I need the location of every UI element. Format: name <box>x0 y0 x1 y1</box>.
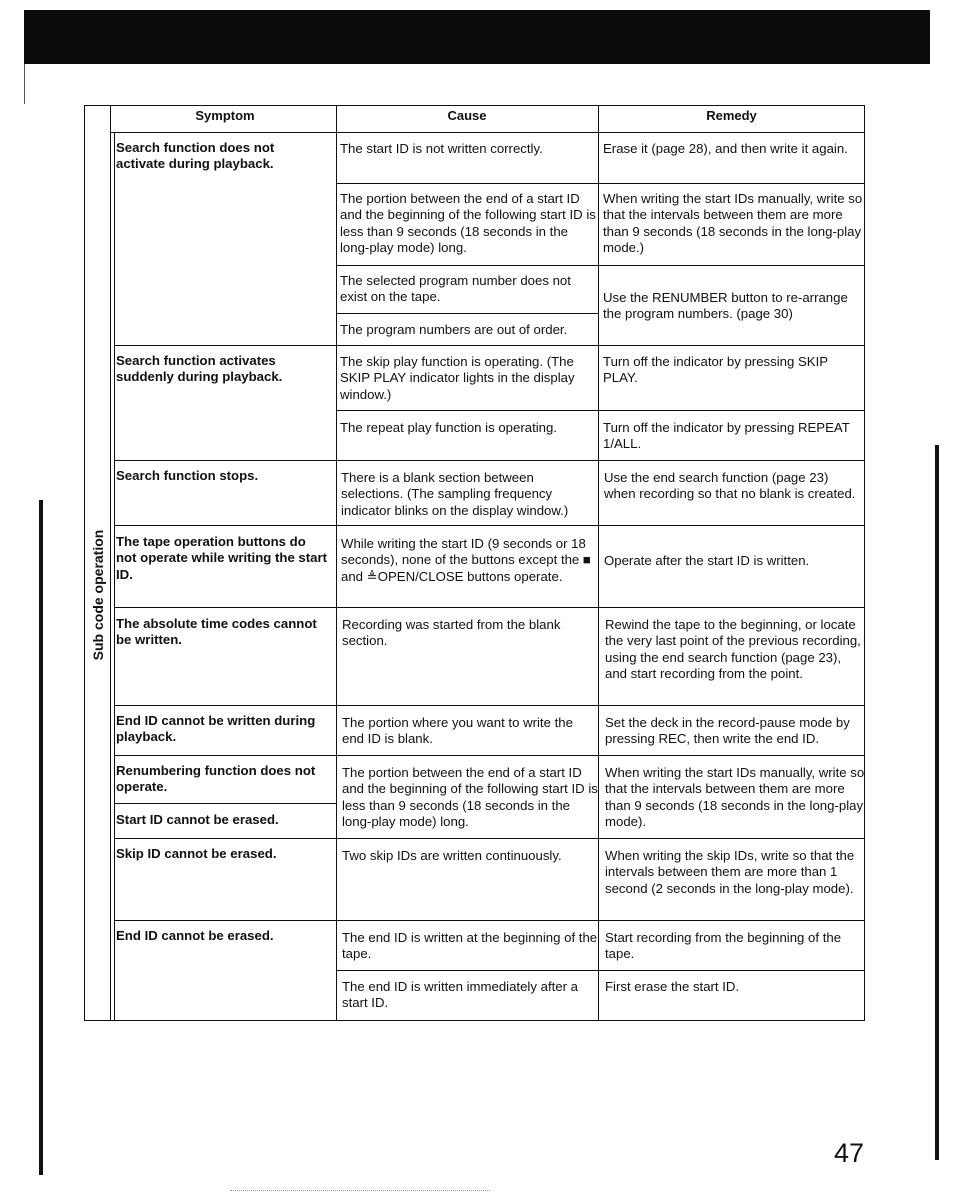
right-margin-bar <box>935 445 939 1160</box>
row-divider <box>114 607 865 608</box>
page-number: 47 <box>834 1138 865 1168</box>
column-divider <box>114 133 115 1021</box>
remedy-header: Remedy <box>706 108 757 123</box>
row-divider <box>114 920 865 921</box>
row-divider <box>114 345 865 346</box>
cause-cell: The skip play function is operating. (The SKIP PLAY indicator lights in the display window.) <box>340 354 575 402</box>
cause-cell: The repeat play function is operating. <box>340 420 557 435</box>
cause-cell: The end ID is written immediately after a start ID. <box>342 979 579 1011</box>
remedy-cell: Erase it (page 28), and then write it again. <box>603 141 848 156</box>
remedy-cell: When writing the skip IDs, write so that the intervals between them are more than 1 second (2 seconds in the long-play mode). <box>605 848 855 896</box>
left-rule <box>24 64 25 104</box>
section-side-label <box>85 530 111 660</box>
cause-cell: Two skip IDs are written continuously. <box>342 848 562 863</box>
cause-cell: The portion between the end of a start ID and the beginning of the following start ID is less than 9 seconds (18 seconds in the long-play mode) long. <box>342 765 598 829</box>
remedy-cell: Set the deck in the record-pause mode by pressing REC, then write the end ID. <box>605 715 850 747</box>
header-divider <box>110 132 865 133</box>
side-label-text: Sub code operation <box>90 529 106 661</box>
remedy-cell: When writing the start IDs manually, write so that the intervals between them are more than 9 seconds (18 seconds in the long-play mode). <box>605 765 865 829</box>
column-divider <box>598 105 599 1021</box>
cause-header: Cause <box>447 108 487 123</box>
symptom-cell: Search function stops. <box>116 468 259 483</box>
column-divider <box>336 105 337 1021</box>
remedy-cell: Use the RENUMBER button to re-arrange the program numbers. (page 30) <box>603 290 848 322</box>
symptom-cell: Search function does not activate during playback. <box>116 140 275 172</box>
row-divider <box>114 705 865 706</box>
row-divider <box>336 265 865 266</box>
remedy-cell: Turn off the indicator by pressing SKIP PLAY. <box>603 354 828 386</box>
cause-cell: While writing the start ID (9 seconds or 18 seconds), none of the buttons except the ■ and ≜OPEN/CLOSE buttons operate. <box>341 536 591 584</box>
row-divider <box>336 183 865 184</box>
cause-cell: The start ID is not written correctly. <box>340 141 543 156</box>
remedy-cell: First erase the start ID. <box>605 979 740 994</box>
cause-cell: The program numbers are out of order. <box>340 322 568 337</box>
symptom-cell: The tape operation buttons do not operate while writing the start ID. <box>116 534 328 582</box>
remedy-cell: Use the end search function (page 23) when recording so that no blank is created. <box>604 470 856 502</box>
row-divider <box>114 803 336 804</box>
symptom-cell: Start ID cannot be erased. <box>116 812 279 827</box>
symptom-header: Symptom <box>195 108 255 123</box>
cause-cell: The selected program number does not exist on the tape. <box>340 273 571 305</box>
remedy-cell: Rewind the tape to the beginning, or locate the very last point of the previous recording, using the end search function (page 23), and start recording from the point. <box>605 617 861 681</box>
row-divider <box>114 755 865 756</box>
cause-cell: The portion between the end of a start ID and the beginning of the following start ID is less than 9 seconds (18 seconds in the long-play mode) long. <box>340 191 596 255</box>
symptom-cell: End ID cannot be written during playback. <box>116 713 316 745</box>
row-divider <box>114 838 865 839</box>
left-margin-bar <box>39 500 43 1175</box>
remedy-cell: When writing the start IDs manually, write so that the intervals between them are more than 9 seconds (18 seconds in the long-play mode.) <box>603 191 863 255</box>
remedy-cell: Start recording from the beginning of the tape. <box>605 930 842 962</box>
symptom-cell: Search function activates suddenly during playback. <box>116 353 283 385</box>
cause-cell: The end ID is written at the beginning of the tape. <box>342 930 598 962</box>
remedy-cell: Operate after the start ID is written. <box>604 553 810 568</box>
header-bar <box>24 10 930 64</box>
symptom-cell: The absolute time codes cannot be written. <box>116 616 317 648</box>
remedy-cell: Turn off the indicator by pressing REPEAT 1/ALL. <box>603 420 850 452</box>
row-divider <box>336 313 598 314</box>
symptom-cell: Renumbering function does not operate. <box>116 763 316 795</box>
row-divider <box>114 460 865 461</box>
cause-cell: The portion where you want to write the end ID is blank. <box>342 715 573 747</box>
cause-cell: There is a blank section between selections. (The sampling frequency indicator blinks on the display window.) <box>341 470 569 518</box>
row-divider <box>114 525 865 526</box>
row-divider <box>336 970 865 971</box>
footer-scan-noise <box>230 1190 490 1192</box>
symptom-cell: Skip ID cannot be erased. <box>116 846 277 861</box>
cause-cell: Recording was started from the blank section. <box>342 617 561 649</box>
symptom-cell: End ID cannot be erased. <box>116 928 274 943</box>
row-divider <box>336 410 865 411</box>
